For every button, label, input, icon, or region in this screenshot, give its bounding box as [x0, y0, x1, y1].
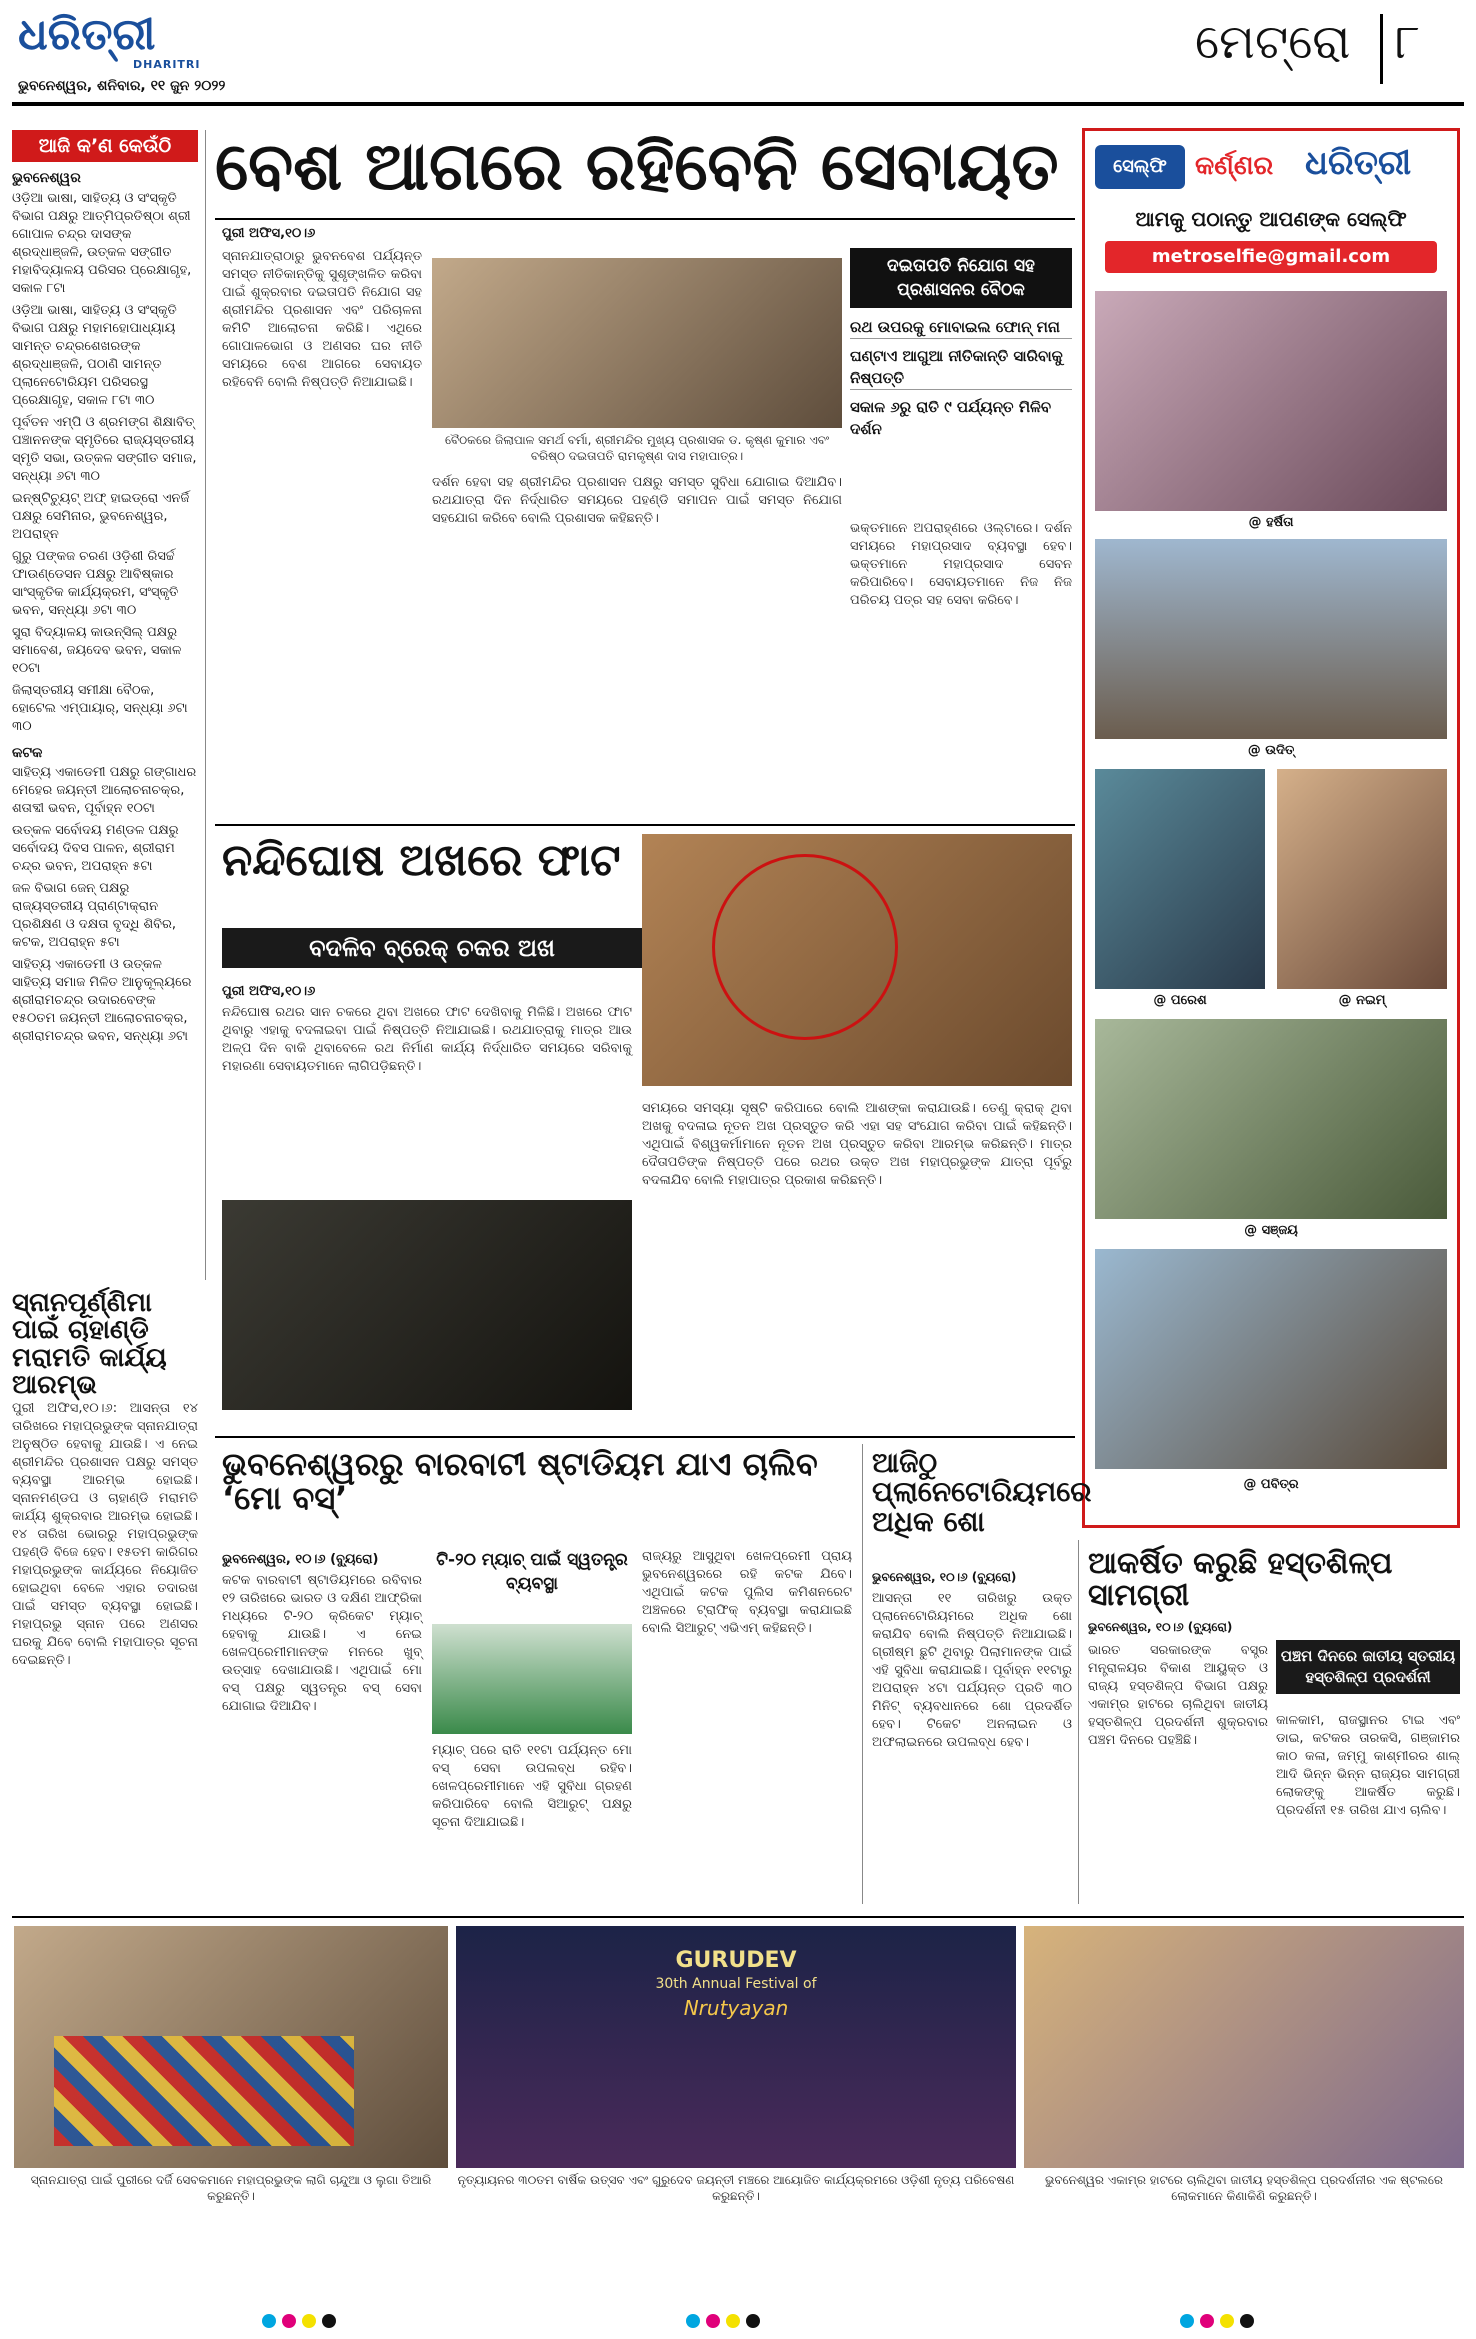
bus-body-2: ମ୍ୟାଚ୍ ପରେ ରାତି ୧୧ଟା ପର୍ଯ୍ୟନ୍ତ ମୋ ବସ୍ ସେବା ଉପଲବ୍ଧ ରହିବ। ଖେଳପ୍ରେମୀମାନେ ଏହି ସୁବିଧା ଗ୍ରହଣ କରିପାରିବେ ବୋଲି ସିଆରୁଟ୍ ପକ୍ଷରୁ ସୂଚନା ଦିଆଯାଇଛି।	[432, 1743, 632, 1830]
event-item: ଇନ୍‌ଷ୍ଟିଚ୍ୟୁଟ୍ ଅଫ୍ ହାଇଡ୍ରୋ ଏନର୍ଜି ପକ୍ଷରୁ ସେମିନାର, ଭୁବନେଶ୍ୱର, ଅପରାହ୍ନ	[12, 491, 190, 542]
snana-body: ପୁରୀ ଅଫିସ,୧୦।୬: ଆସନ୍ତା ୧୪ ତାରିଖରେ ମହାପ୍ରଭୁଙ୍କ ସ୍ନାନଯାତ୍ରା ଅନୁଷ୍ଠିତ ହେବାକୁ ଯାଉଛି। ଏ ନେଇ ଶ୍ରୀମନ୍ଦିର ପ୍ରଶାସନ ପକ୍ଷରୁ ସମସ୍ତ ବ୍ୟବସ୍ଥା ଆରମ୍ଭ ହୋଇଛି। ସ୍ନାନମଣ୍ଡପ ଓ ଚାହାଣ୍ଡି ମରାମତି କାର୍ଯ୍ୟ ଶୁକ୍ରବାର ଆରମ୍ଭ ହୋଇଛି। ୧୪ ତାରିଖ ଭୋରରୁ ମହାପ୍ରଭୁଙ୍କ ପହଣ୍ଡି ବିଜେ ହେବ। ୧୫ତମ କାରିଗର ମହାପ୍ରଭୁଙ୍କ କାର୍ଯ୍ୟରେ ନିୟୋଜିତ ହୋଇଥିବା ବେଳେ ଏହାର ତଦାରଖ ପାଇଁ ସମସ୍ତ ବ୍ୟବସ୍ଥା ହୋଇଛି। ମହାପ୍ରଭୁ ସ୍ନାନ ପରେ ଅଣସର ଘରକୁ ଯିବେ ବୋଲି ମହାପାତ୍ର ସୂଚନା ଦେଇଛନ୍ତି।	[12, 1401, 198, 1668]
selfie-tagline: ଆମକୁ ପଠାନ୍ତୁ ଆପଣଙ୍କ ସେଲ୍ଫି	[1135, 207, 1407, 231]
page-number: ୮	[1395, 14, 1421, 70]
selfie-name-6: @ ପବିତ୍ର	[1243, 1477, 1299, 1492]
event-item: ସୁରା ବିଦ୍ୟାଳୟ କାଉନ୍‌ସିଲ୍ ପକ୍ଷରୁ ସମାବେଶ, ଜୟଦେବ ଭବନ, ସକାଳ ୧୦ଟା	[12, 625, 182, 676]
nandi-top-rule	[215, 824, 1075, 826]
events-city-1: ଭୁବନେଶ୍ୱର	[12, 170, 81, 186]
reg-mark-yellow	[302, 2314, 316, 2328]
sidebar-point: ଘଣ୍ଟାଏ ଆଗୁଆ ନୀତିକାନ୍ତି ସାରିବାକୁ ନିଷ୍ପତ୍ତି	[850, 345, 1072, 390]
lead-body-far: ଭକ୍ତମାନେ ଅପରାହ୍ଣରେ ଓଲ୍ଟାରେ। ଦର୍ଶନ ସମୟରେ ମହାପ୍ରସାଦ ବ୍ୟବସ୍ଥା ହେବ। ଭକ୍ତମାନେ ମହାପ୍ରସାଦ ସେବନ କରିପାରିବେ। ସେବାୟତମାନେ ନିଜ ନିଜ ପରିଚୟ ପତ୍ର ସହ ସେବା କରିବେ।	[850, 521, 1072, 608]
planetarium-headline: ଆଜିଠୁ ପ୍ଲାନେଟୋରିୟମରେ ଅଧିକ ଶୋ	[872, 1446, 1092, 1538]
events-header: ଆଜି କ’ଣ କେଉଁଠି	[12, 130, 198, 162]
selfie-photo-5	[1095, 1019, 1447, 1219]
nandi-subhead: ବଦଳିବ ବ୍ରେକ୍ ଚକର ଅଖ	[222, 928, 642, 968]
logo-text: ଧରିତ୍ରୀ	[18, 9, 156, 60]
lead-body-right: ଦର୍ଶନ ହେବା ସହ ଶ୍ରୀମନ୍ଦିର ପ୍ରଶାସନ ପକ୍ଷରୁ ସମସ୍ତ ସୁବିଧା ଯୋଗାଇ ଦିଆଯିବ। ରଥଯାତ୍ରା ଦିନ ନିର୍ଦ୍ଧାରିତ ସମୟରେ ପହଣ୍ଡି ସମାପନ ପାଇଁ ସମସ୍ତ ନିଯୋଗ ସହଯୋଗ କରିବେ ବୋଲି ପ୍ରଶାସକ କହିଛନ୍ତି।	[432, 475, 842, 526]
selfie-corner-word: କର୍ଣ୍ଣର	[1195, 151, 1274, 181]
events-list-1	[12, 190, 198, 1046]
meeting-photo-caption: ବୈଠକରେ ଜିଲାପାଳ ସମର୍ଥ ବର୍ମା, ଶ୍ରୀମନ୍ଦିର ମୁଖ୍ୟ ପ୍ରଶାସକ ଡ. କୃଷ୍ଣ କୁମାର ଏବଂ ବରିଷ୍ଠ ଦଇତାପତି ରାମକୃଷ୍ଣ ଦାସ ମହାପାତ୍ର।	[444, 433, 830, 463]
bus-top-rule	[215, 1436, 1075, 1438]
nandi-headline: ନନ୍ଦିଘୋଷ ଅଖରେ ଫାଟ	[222, 835, 621, 886]
reg-mark-magenta	[706, 2314, 720, 2328]
reg-mark-black	[746, 2314, 760, 2328]
nandi-body-2: ସମୟରେ ସମସ୍ୟା ସୃଷ୍ଟି କରିପାରେ ବୋଲି ଆଶଙ୍କା କରାଯାଉଛି। ତେଣୁ କ୍ରାକ୍ ଥିବା ଅଖକୁ ବଦଳାଇ ନୂତନ ଅଖ ପ୍ରସ୍ତୁତ କରି ଏହା ସହ ସଂଯୋଗ କରିବା ପାଇଁ କହିଛନ୍ତି। ଏଥିପାଇଁ ବିଶ୍ୱକର୍ମାମାନେ ନୂତନ ଅଖ ପ୍ରସ୍ତୁତ କରିବା ଆରମ୍ଭ କରିଛନ୍ତି। ମାତ୍ର ଦୈତାପତିଙ୍କ ନିଷ୍ପତ୍ତି ପରେ ରଥର ଉକ୍ତ ଅଖ ମହାପ୍ରଭୁଙ୍କ ଯାତ୍ରା ପୂର୍ବରୁ ବଦଳାଯିବ ବୋଲି ମହାପାତ୍ର ପ୍ରକାଶ କରିଛନ୍ତି।	[642, 1101, 1072, 1188]
event-item: ଜିଲାସ୍ତରୀୟ ସମୀକ୍ଷା ବୈଠକ, ହୋଟେଲ ଏମ୍ପାୟାର୍, ସନ୍ଧ୍ୟା ୬ଟା ୩୦	[12, 683, 188, 734]
lead-dateline: ପୁରୀ ଅଫିସ,୧୦।୬	[222, 226, 316, 241]
selfie-photo-6	[1095, 1249, 1447, 1469]
crafts-headline: ଆକର୍ଷିତ କରୁଛି ହସ୍ତଶିଳ୍ପ ସାମଗ୍ରୀ	[1088, 1546, 1393, 1613]
snana-headline: ସ୍ନାନପୂର୍ଣ୍ଣିମା ପାଇଁ ଚାହାଣ୍ଡି ମରାମତି କାର୍ଯ୍ୟ ଆରମ୍ଭ	[12, 1288, 167, 1400]
bus-photo	[432, 1624, 632, 1734]
event-item: ଉତ୍କଳ ସର୍ବୋଦୟ ମଣ୍ଡଳ ପକ୍ଷରୁ ସର୍ବୋଦୟ ଦିବସ ପାଳନ, ଶ୍ରୀରାମ ଚନ୍ଦ୍ର ଭବନ, ଅପରାହ୍ନ ୫ଟା	[12, 823, 179, 874]
quilt-pattern	[54, 2036, 354, 2146]
nandi-body-1: ନନ୍ଦିଘୋଷ ରଥର ସାନ ଚକରେ ଥିବା ଅଖରେ ଫାଟ ଦେଖିବାକୁ ମିଳିଛି। ଅଖରେ ଫାଟ ଥିବାରୁ ଏହାକୁ ବଦଳାଇବା ପାଇଁ ନିଷ୍ପତ୍ତି ନିଆଯାଇଛି। ରଥଯାତ୍ରାକୁ ମାତ୍ର ଆଉ ଅଳ୍ପ ଦିନ ବାକି ଥିବାବେଳେ ରଥ ନିର୍ମାଣ କାର୍ଯ୍ୟ ନିର୍ଦ୍ଧାରିତ ସମୟରେ ସରିବାକୁ ମହାରଣା ସେବାୟତମାନେ ଲାଗିପଡ଼ିଛନ୍ତି।	[222, 1005, 632, 1074]
axle-highlight	[712, 854, 898, 1040]
event-item: ସାହିତ୍ୟ ଏକାଡେମୀ ପକ୍ଷରୁ ଗଙ୍ଗାଧର ମେହେର ଜୟନ୍ତୀ ଆଲୋଚନାଚକ୍ର, ଶତାବ୍ଦୀ ଭବନ, ପୂର୍ବାହ୍ନ ୧୦ଟା	[12, 765, 197, 816]
lead-rule	[215, 218, 1075, 220]
event-item: ପୂର୍ବତନ ଏମ୍‌ପି ଓ ଶ୍ରମଙ୍ଗ ଶିକ୍ଷାବିତ୍ ପଞ୍ଚାନନଙ୍କ ସ୍ମୃତିରେ ରାଜ୍ୟସ୍ତରୀୟ ସ୍ମୃତି ସଭା, ଉତ୍କଳ ସଙ୍ଗୀତ ସମାଜ, ସନ୍ଧ୍ୟା ୬ଟା ୩୦	[12, 415, 197, 484]
section-title: ମେଟ୍ରୋ	[1195, 14, 1351, 70]
meeting-photo	[432, 258, 842, 428]
reg-mark-black	[1240, 2314, 1254, 2328]
selfie-name-3: @ ପରେଶ	[1153, 993, 1207, 1008]
masthead	[0, 0, 1476, 118]
event-item: ଓଡ଼ିଆ ଭାଷା, ସାହିତ୍ୟ ଓ ସଂସ୍କୃତି ବିଭାଗ ପକ୍ଷରୁ ଆତ୍ମିପ୍ରତିଷ୍ଠା ଶ୍ରୀ ଗୋପାଳ ଚନ୍ଦ୍ର ଦାସଙ୍କ ଶ୍ରଦ୍ଧାଞ୍ଜଳି, ଉତ୍କଳ ସଙ୍ଗୀତ ମହାବିଦ୍ୟାଳୟ ପରିସର ପ୍ରେକ୍ଷାଗୃହ, ସକାଳ ୮ଟା	[12, 191, 192, 296]
selfie-badge-text: ସେଲ୍ଫି	[1113, 156, 1167, 177]
lead-sidebar-title: ଦଇତାପତି ନିଯୋଗ ସହ ପ୍ରଶାସନର ବୈଠକ	[850, 248, 1072, 308]
craft-stall-photo	[1024, 1926, 1464, 2168]
crafts-body-1: ଭାରତ ସରକାରଙ୍କ ବସ୍ତ୍ର ମନ୍ତ୍ରାଳୟର ବିକାଶ ଆୟୁକ୍ତ ଓ ରାଜ୍ୟ ହସ୍ତଶିଳ୍ପ ବିଭାଗ ପକ୍ଷରୁ ଏକାମ୍ର ହାଟରେ ଚାଲିଥିବା ଜାତୀୟ ହସ୍ତଶିଳ୍ପ ପ୍ରଦର୍ଶନୀ ଶୁକ୍ରବାର ପଞ୍ଚମ ଦିନରେ ପହଞ୍ଚିଛି।	[1088, 1643, 1268, 1748]
stage-banner-3: Nrutyayan	[683, 1996, 789, 2020]
event-item: ଜଳ ବିଭାଗ ଜେନ୍ ପକ୍ଷରୁ ରାଜ୍ୟସ୍ତରୀୟ ପ୍ରାଣ୍ଟାକ୍ରାନ ପ୍ରଶିକ୍ଷଣ ଓ ଦକ୍ଷତା ବୃଦ୍ଧି ଶିବିର, କଟକ, ଅପରାହ୍ନ ୫ଟା	[12, 881, 176, 950]
tailor-caption: ସ୍ନାନଯାତ୍ରା ପାଇଁ ପୁରୀରେ ଦର୍ଜି ସେବକମାନେ ମହାପ୍ରଭୁଙ୍କ ଲାଗି ଚାନ୍ଦୁଆ ଓ ଲୁଗା ତିଆରି କରୁଛନ୍ତି।	[30, 2173, 432, 2203]
bus-headline: ଭୁବନେଶ୍ୱରରୁ ବାରବାଟୀ ଷ୍ଟାଡିୟମ ଯାଏ ଚାଲିବ ‘ମୋ ବସ୍’	[222, 1445, 818, 1517]
event-item: ସାହିତ୍ୟ ଏକାଡେମୀ ଓ ଉତ୍କଳ ସାହିତ୍ୟ ସମାଜ ମିଳିତ ଆନୁକୂଲ୍ୟରେ ଶ୍ରୀରାମଚନ୍ଦ୍ର ଉଦାରବେଙ୍କ ୧୫୦ତମ ଜୟନ୍ତୀ ଆଲୋଚନାଚକ୍ର, ଶ୍ରୀରାମଚନ୍ଦ୍ର ଭବନ, ସନ୍ଧ୍ୟା ୬ଟା	[12, 957, 192, 1044]
tailor-photo	[14, 1926, 448, 2168]
masthead-divider-v	[1380, 14, 1383, 84]
reg-mark-magenta	[282, 2314, 296, 2328]
lead-sidebar-points	[850, 316, 1072, 440]
selfie-photo-4	[1277, 769, 1447, 989]
sidebar-point: ସକାଳ ୬ରୁ ରାତି ୯ ପର୍ଯ୍ୟନ୍ତ ମିଳିବ ଦର୍ଶନ	[850, 398, 1052, 438]
reg-mark-black	[322, 2314, 336, 2328]
bottom-rule	[12, 1916, 1464, 1918]
reg-mark-yellow	[726, 2314, 740, 2328]
planetarium-body: ଆସନ୍ତା ୧୧ ତାରିଖରୁ ଉକ୍ତ ପ୍ଲାନେଟୋରିୟମରେ ଅଧିକ ଶୋ କରାଯିବ ବୋଲି ନିଷ୍ପତ୍ତି ନିଆଯାଇଛି। ଗ୍ରୀଷ୍ମ ଛୁଟି ଥିବାରୁ ପିଲାମାନଙ୍କ ପାଇଁ ଏହି ସୁବିଧା କରାଯାଇଛି। ପୂର୍ବାହ୍ନ ୧୧ଟାରୁ ଅପରାହ୍ନ ୪ଟା ପର୍ଯ୍ୟନ୍ତ ପ୍ରତି ୩୦ ମିନିଟ୍ ବ୍ୟବଧାନରେ ଶୋ ପ୍ରଦର୍ଶିତ ହେବ। ଟିକେଟ ଅନଲାଇନ ଓ ଅଫଲାଇନରେ ଉପଲବ୍ଧ ହେବ।	[872, 1591, 1072, 1750]
axle-photo	[642, 834, 1072, 1086]
dance-photo	[456, 1926, 1016, 2168]
selfie-name-5: @ ସଞ୍ଜୟ	[1244, 1223, 1298, 1238]
reg-mark-cyan	[262, 2314, 276, 2328]
events-column	[12, 130, 202, 1280]
sidebar-point: ରଥ ଉପରକୁ ମୋବାଇଲ ଫୋନ୍ ମନା	[850, 316, 1072, 339]
dateline: ଭୁବନେଶ୍ୱର, ଶନିବାର, ୧୧ ଜୁନ ୨୦୨୨	[18, 78, 226, 94]
reg-mark-cyan	[686, 2314, 700, 2328]
selfie-name-2: @ ଉଦିତ୍	[1247, 743, 1295, 758]
reg-mark-magenta	[1200, 2314, 1214, 2328]
column-divider	[205, 130, 206, 1280]
stage-banner-1: GURUDEV	[675, 1948, 797, 1973]
event-item: ଓଡ଼ିଆ ଭାଷା, ସାହିତ୍ୟ ଓ ସଂସ୍କୃତି ବିଭାଗ ପକ୍ଷରୁ ମହାମହୋପାଧ୍ୟାୟ ସାମନ୍ତ ଚନ୍ଦ୍ରଶେଖରଙ୍କ ଶ୍ରଦ୍ଧାଞ୍ଜଳି, ପଠାଣି ସାମନ୍ତ ପ୍ଲାନେଟୋରିୟମ ପରିସରସ୍ଥ ପ୍ରେକ୍ଷାଗୃହ, ସକାଳ ୮ଟା ୩୦	[12, 303, 177, 408]
selfie-name-4: @ ନଇମ୍	[1338, 993, 1386, 1008]
lead-body-left: ସ୍ନାନଯାତ୍ରାଠାରୁ ଭୁବନବେଶ ପର୍ଯ୍ୟନ୍ତ ସମସ୍ତ ନୀତିକାନ୍ତିକୁ ସୁଶୃଙ୍ଖଳିତ କରିବା ପାଇଁ ଶୁକ୍ରବାର ଦଇତାପତି ନିଯୋଗ ସହ ଶ୍ରୀମନ୍ଦିର ପ୍ରଶାସନ ଏବଂ ପରିଚାଳନା କମିଟି ଆଲୋଚନା କରିଛି। ଏଥିରେ ଗୋପାଳଭୋଗ ଓ ଅଣସର ଘର ନୀତି ସମୟରେ ବେଶ ଆଗରେ ସେବାୟତ ରହିବେନି ବୋଲି ନିଷ୍ପତ୍ତି ନିଆଯାଇଛି।	[222, 249, 422, 390]
selfie-name-1: @ ହର୍ଷିତା	[1248, 515, 1294, 530]
print-marks	[0, 2310, 1476, 2334]
planetarium-divider	[862, 1444, 863, 1904]
crafts-dateline: ଭୁବନେଶ୍ୱର, ୧୦।୬ (ବ୍ୟୁରୋ)	[1088, 1620, 1233, 1634]
bus-box-title: ଟି-୨୦ ମ୍ୟାଚ୍ ପାଇଁ ସ୍ୱତନ୍ତ୍ର ବ୍ୟବସ୍ଥା	[436, 1550, 628, 1594]
selfie-photo-3	[1095, 769, 1265, 989]
selfie-brand: ଧରିତ୍ରୀ	[1305, 143, 1412, 183]
selfie-photo-2	[1095, 539, 1447, 739]
nandi-dateline: ପୁରୀ ଅଫିସ,୧୦।୬	[222, 984, 316, 999]
selfie-corner	[1082, 128, 1460, 1528]
crafts-divider	[1078, 1540, 1079, 1904]
reg-mark-yellow	[1220, 2314, 1234, 2328]
dance-caption: ନୃତ୍ୟାୟନର ୩୦ତମ ବାର୍ଷିକ ଉତ୍ସବ ଏବଂ ଗୁରୁଦେବ ଜୟନ୍ତୀ ମଞ୍ଚରେ ଆୟୋଜିତ କାର୍ଯ୍ୟକ୍ରମରେ ଓଡ଼ିଶୀ ନୃତ୍ୟ ପରିବେଷଣ କରୁଛନ୍ତି।	[457, 2173, 1015, 2203]
crafts-box-title: ପଞ୍ଚମ ଦିନରେ ଜାତୀୟ ସ୍ତରୀୟ ହସ୍ତଶିଳ୍ପ ପ୍ରଦର୍ଶନୀ	[1276, 1640, 1460, 1694]
reg-mark-cyan	[1180, 2314, 1194, 2328]
selfie-photo-1	[1095, 291, 1447, 511]
masthead-logo	[18, 10, 248, 70]
crafts-body-2: କାଳକାମ, ରାଜସ୍ଥାନର ଟାଇ ଏବଂ ଡାଇ, କଟକର ତାରକସି, ଗଞ୍ଜାମର କାଠ କଳା, ଜମ୍ମୁ କାଶ୍ମୀରର ଶାଲ୍ ଆଦି ଭିନ୍ନ ଭିନ୍ନ ରାଜ୍ୟର ସାମଗ୍ରୀ ଲୋକଙ୍କୁ ଆକର୍ଷିତ କରୁଛି। ପ୍ରଦର୍ଶନୀ ୧୫ ତାରିଖ ଯାଏ ଚାଲିବ।	[1276, 1713, 1460, 1818]
selfie-email: metroselfie@gmail.com	[1105, 241, 1437, 273]
bus-dateline: ଭୁବନେଶ୍ୱର, ୧୦।୬ (ବ୍ୟୁରୋ)	[222, 1552, 379, 1567]
logo-latin: DHARITRI	[133, 58, 201, 71]
selfie-badge	[1095, 145, 1185, 189]
chariot-photo	[222, 1200, 632, 1410]
bus-box	[432, 1548, 632, 1618]
masthead-rule	[12, 102, 1464, 106]
bus-body-3: ରାଜ୍ୟରୁ ଆସୁଥିବା ଖେଳପ୍ରେମୀ ପ୍ରାୟ ଭୁବନେଶ୍ୱରରେ ରହି କଟକ ଯିବେ। ଏଥିପାଇଁ କଟକ ପୁଲିସ କମିଶନରେଟ ଅଞ୍ଚଳରେ ଟ୍ରାଫିକ୍ ବ୍ୟବସ୍ଥା କରାଯାଇଛି ବୋଲି ସିଆରୁଟ୍ ଏଭିଏମ୍ କହିଛନ୍ତି।	[642, 1549, 852, 1636]
planetarium-dateline: ଭୁବନେଶ୍ୱର, ୧୦।୬ (ବ୍ୟୁରୋ)	[872, 1570, 1017, 1584]
events-city-2: କଟକ	[12, 745, 43, 761]
craft-stall-caption: ଭୁବନେଶ୍ୱର ଏକାମ୍ର ହାଟରେ ଚାଲିଥିବା ଜାତୀୟ ହସ୍ତଶିଳ୍ପ ପ୍ରଦର୍ଶନୀର ଏକ ଷ୍ଟଲରେ ଲୋକମାନେ କିଣାକିଣି କରୁଛନ୍ତି।	[1045, 2173, 1443, 2203]
bus-body-1: କଟକ ବାରବାଟୀ ଷ୍ଟାଡିୟମରେ ରବିବାର ୧୨ ତାରିଖରେ ଭାରତ ଓ ଦକ୍ଷିଣ ଆଫ୍ରିକା ମଧ୍ୟରେ ଟି-୨୦ କ୍ରିକେଟ ମ୍ୟାଚ୍ ହେବାକୁ ଯାଉଛି। ଏ ନେଇ ଖେଳପ୍ରେମୀମାନଙ୍କ ମନରେ ଖୁବ୍ ଉତ୍ସାହ ଦେଖାଯାଉଛି। ଏଥିପାଇଁ ମୋ ବସ୍ ପକ୍ଷରୁ ସ୍ୱତନ୍ତ୍ର ବସ୍ ସେବା ଯୋଗାଇ ଦିଆଯିବ।	[222, 1573, 422, 1714]
lead-headline: ବେଶ ଆଗରେ ରହିବେନି ସେବାୟତ	[215, 128, 1059, 205]
stage-banner-2: 30th Annual Festival of	[655, 1976, 817, 1992]
event-item: ଗୁରୁ ପଙ୍କଜ ଚରଣ ଓଡ଼ିଶୀ ରିସର୍ଚ୍ଚ ଫାଉଣ୍ଡେସନ ପକ୍ଷରୁ ଆବିଷ୍କାର ସାଂସ୍କୃତିକ କାର୍ଯ୍ୟକ୍ରମ, ସଂସ୍କୃତି ଭବନ, ସନ୍ଧ୍ୟା ୬ଟା ୩୦	[12, 549, 179, 618]
